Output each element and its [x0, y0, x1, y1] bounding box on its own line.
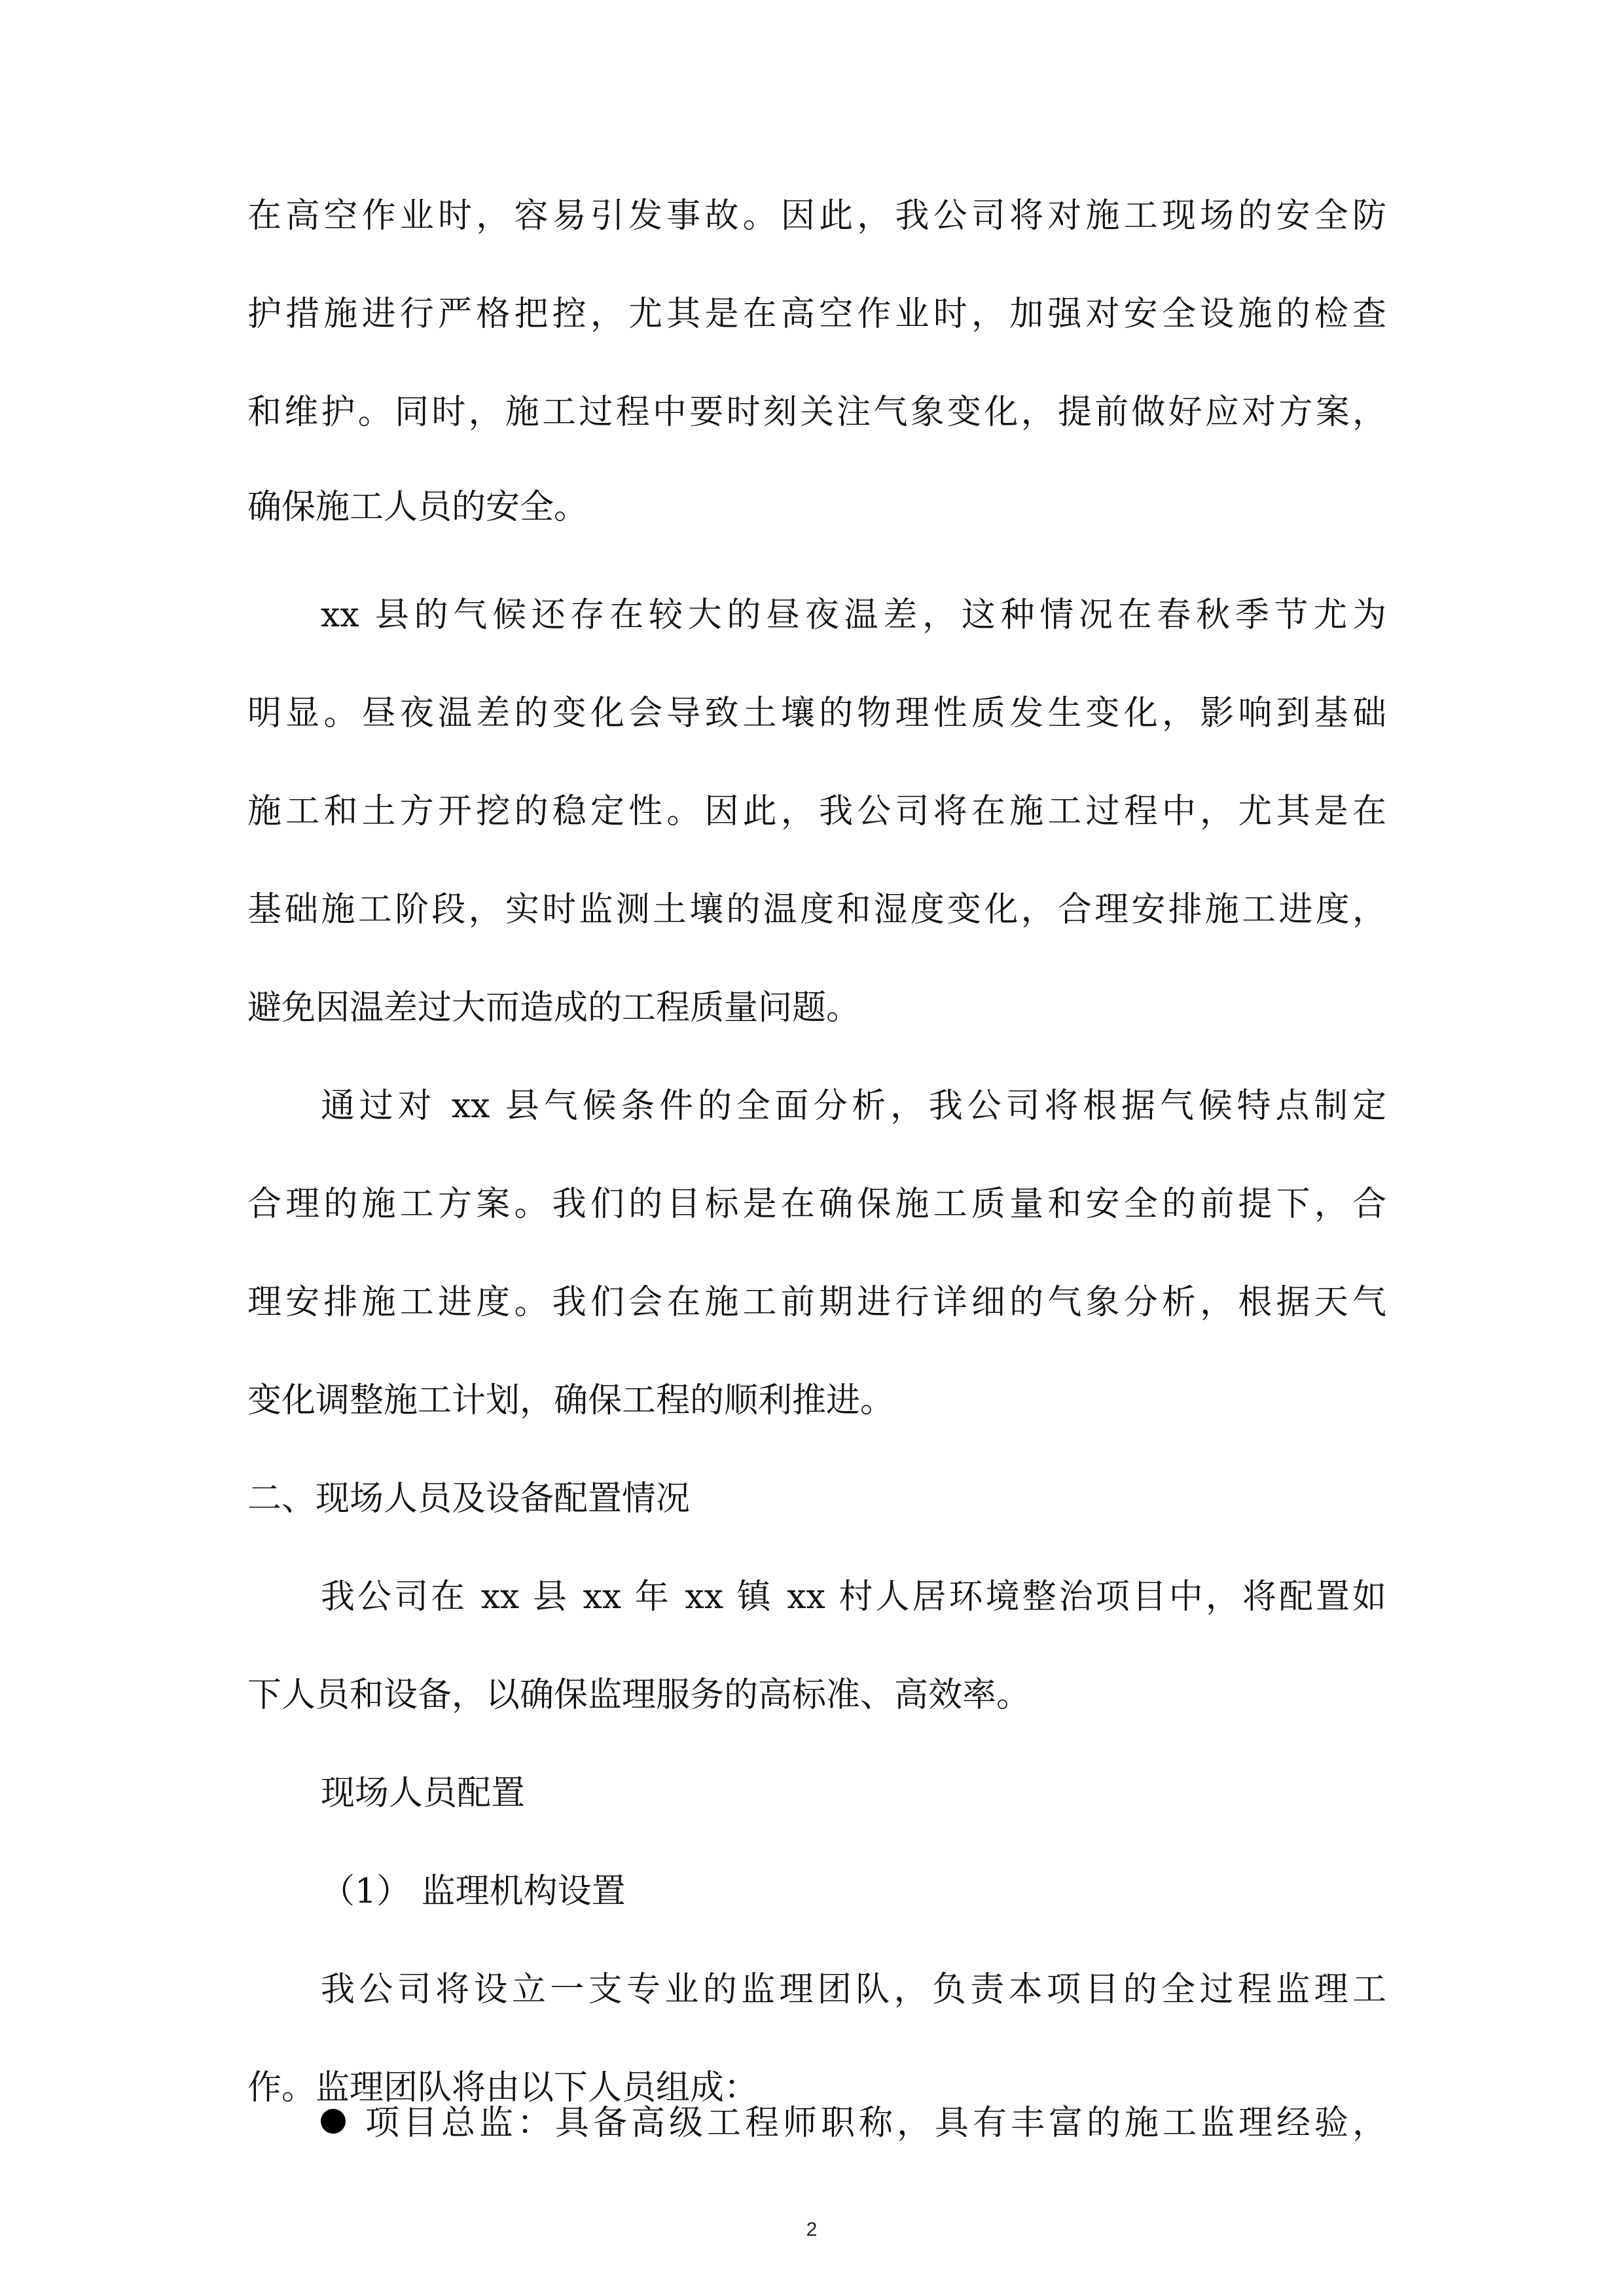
paragraph-line: 明显。昼夜温差的变化会导致土壤的物理性质发生变化，影响到基础 — [247, 694, 1386, 733]
paragraph-line: 理安排施工进度。我们会在施工前期进行详细的气象分析，根据天气 — [247, 1283, 1386, 1322]
paragraph-line: 作。监理团队将由以下人员组成： — [247, 2068, 759, 2108]
paragraph-line: 施工和土方开挖的稳定性。因此，我公司将在施工过程中，尤其是在 — [247, 792, 1386, 831]
paragraph-line: 通过对 xx 县气候条件的全面分析，我公司将根据气候特点制定 — [321, 1086, 1386, 1126]
bullet-item-text: 项目总监：具备高级工程师职称，具有丰富的施工监理经验， — [365, 2103, 1386, 2143]
paragraph-line: 在高空作业时，容易引发事故。因此，我公司将对施工现场的安全防 — [247, 196, 1386, 236]
subheading: 现场人员配置 — [321, 1774, 526, 1813]
numbered-item: （1） 监理机构设置 — [321, 1872, 626, 1911]
bullet-icon — [321, 2109, 346, 2134]
paragraph-line: 护措施进行严格把控，尤其是在高空作业时，加强对安全设施的检查 — [247, 295, 1386, 334]
paragraph-line: 我公司在 xx 县 xx 年 xx 镇 xx 村人居环境整治项目中，将配置如 — [321, 1577, 1386, 1617]
paragraph-line: 和维护。同时，施工过程中要时刻关注气象变化，提前做好应对方案， — [247, 393, 1386, 432]
bullet-item — [321, 2088, 1386, 2153]
paragraph-line: 避免因温差过大而造成的工程质量问题。 — [247, 988, 861, 1028]
paragraph-line: 合理的施工方案。我们的目标是在确保施工质量和安全的前提下，合 — [247, 1185, 1386, 1224]
paragraph-line: 我公司将设立一支专业的监理团队，负责本项目的全过程监理工 — [321, 1970, 1386, 2009]
paragraph-line: 下人员和设备，以确保监理服务的高标准、高效率。 — [247, 1676, 1031, 1715]
paragraph-line: 确保施工人员的安全。 — [247, 488, 588, 527]
paragraph-line: 变化调整施工计划，确保工程的顺利推进。 — [247, 1381, 895, 1420]
page-number: 2 — [806, 2219, 818, 2240]
paragraph-line: 基础施工阶段，实时监测土壤的温度和湿度变化，合理安排施工进度， — [247, 890, 1386, 929]
section-heading: 二、现场人员及设备配置情况 — [247, 1479, 691, 1518]
paragraph-line: xx 县的气候还存在较大的昼夜温差，这种情况在春秋季节尤为 — [321, 596, 1386, 635]
